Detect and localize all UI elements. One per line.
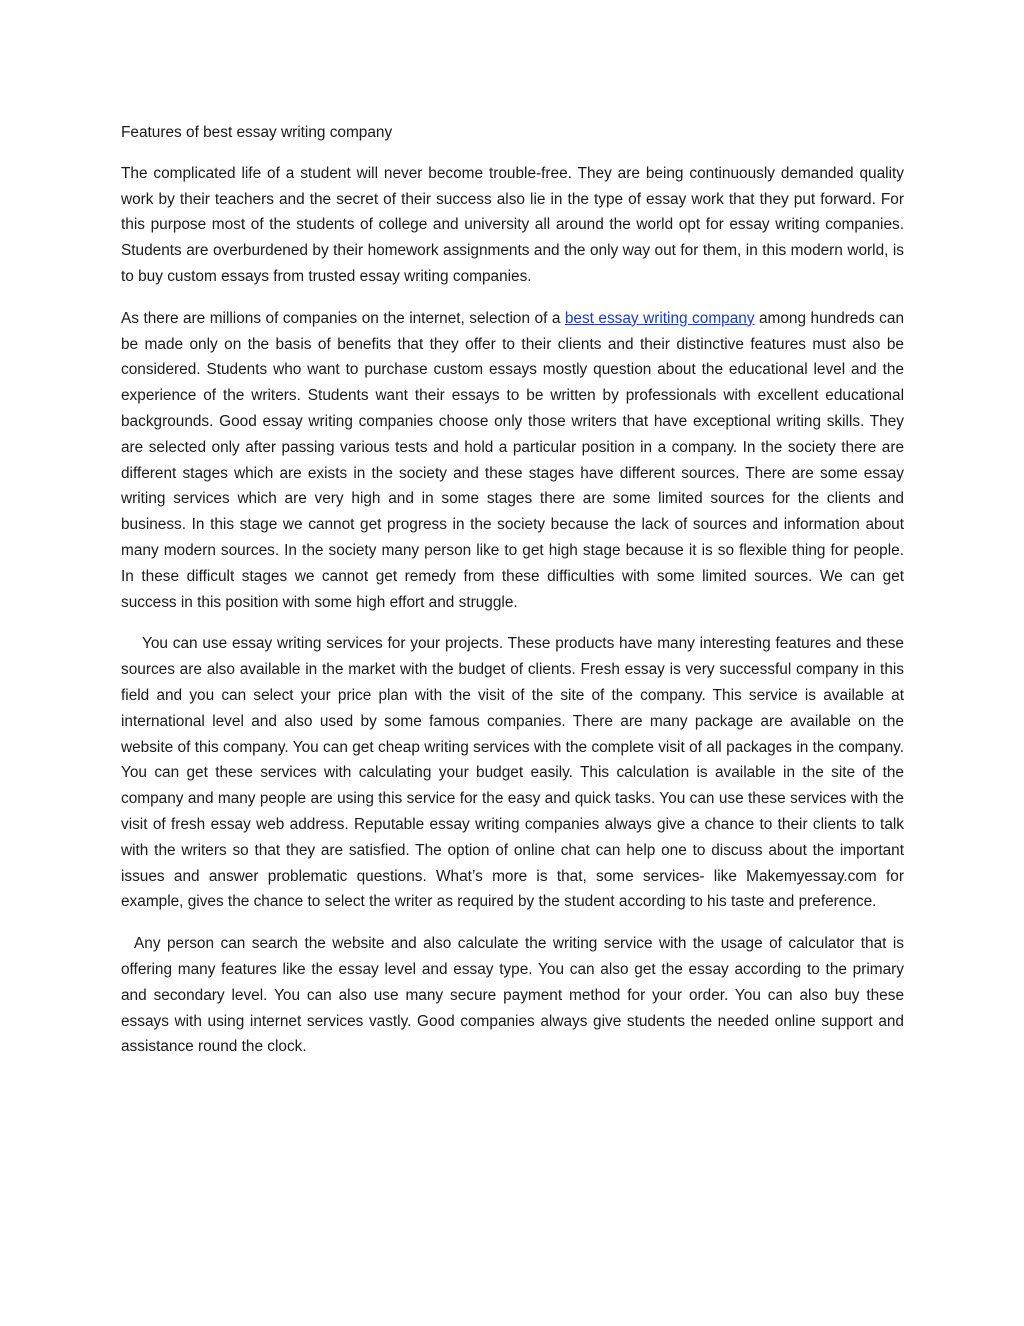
paragraph-2	[121, 306, 904, 616]
paragraph-3: You can use essay writing services for your projects. These products have many interesting features and these sources are also available in the market with the budget of clients. Fresh essay is very successful company in this field and you can select your price plan with the visit of the site of the company. This service is available at international level and also used by some famous companies. There are many package are available on the website of this company. You can get cheap writing services with the complete visit of all packages in the company. You can get these services with calculating your budget easily. This calculation is available in the site of the company and many people are using this service for the easy and quick tasks. You can use these services with the visit of fresh essay web address. Reputable essay writing companies always give a chance to their clients to talk with the writers so that they are satisfied. The option of online chat can help one to discuss about the important issues and answer problematic questions. What’s more is that, some services- like Makemyessay.com for example, gives the chance to select the writer as required by the student according to his taste and preference.	[121, 635, 904, 911]
paragraph-1: The complicated life of a student will never become trouble-free. They are being continuously demanded quality work by their teachers and the secret of their success also lie in the type of essay work that they put forward. For this purpose most of the students of college and university all around the world opt for essay writing companies. Students are overburdened by their homework assignments and the only way out for them, in this modern world, is to buy custom essays from trusted essay writing companies.	[121, 164, 904, 285]
paragraph-2-after-link: among hundreds can be made only on the basis of benefits that they offer to their clients and their distinctive features must also be considered. Students who want to purchase custom essays mostly question about the educational level and the experience of the writers. Students want their essays to be written by professionals with excellent educational backgrounds. Good essay writing companies choose only those writers that have exceptional writing skills. They are selected only after passing various tests and hold a particular position in a company. In the society there are different stages which are exists in the society and these stages have different sources. There are some essay writing services which are very high and in some stages there are some limited sources for the clients and business. In this stage we cannot get progress in the society because the lack of sources and information about many modern sources. In the society many person like to get high stage because it is so flexible thing for people. In these difficult stages we cannot get remedy from these difficulties with some limited sources. We can get success in this position with some high effort and struggle.	[121, 309, 904, 611]
document-page	[121, 120, 904, 1076]
best-essay-writing-company-link[interactable]: best essay writing company	[564, 309, 755, 327]
paragraph-2-before-link: As there are millions of companies on the internet, selection of a	[121, 309, 565, 327]
document-title: Features of best essay writing company	[121, 124, 393, 141]
paragraph-4: Any person can search the website and also calculate the writing service with the usage of calculator that is offering many features like the essay level and essay type. You can also get the essay according to the primary and secondary level. You can also use many secure payment method for your order. You can also buy these essays with using internet services vastly. Good companies always give students the needed online support and assistance round the clock.	[121, 935, 904, 1056]
